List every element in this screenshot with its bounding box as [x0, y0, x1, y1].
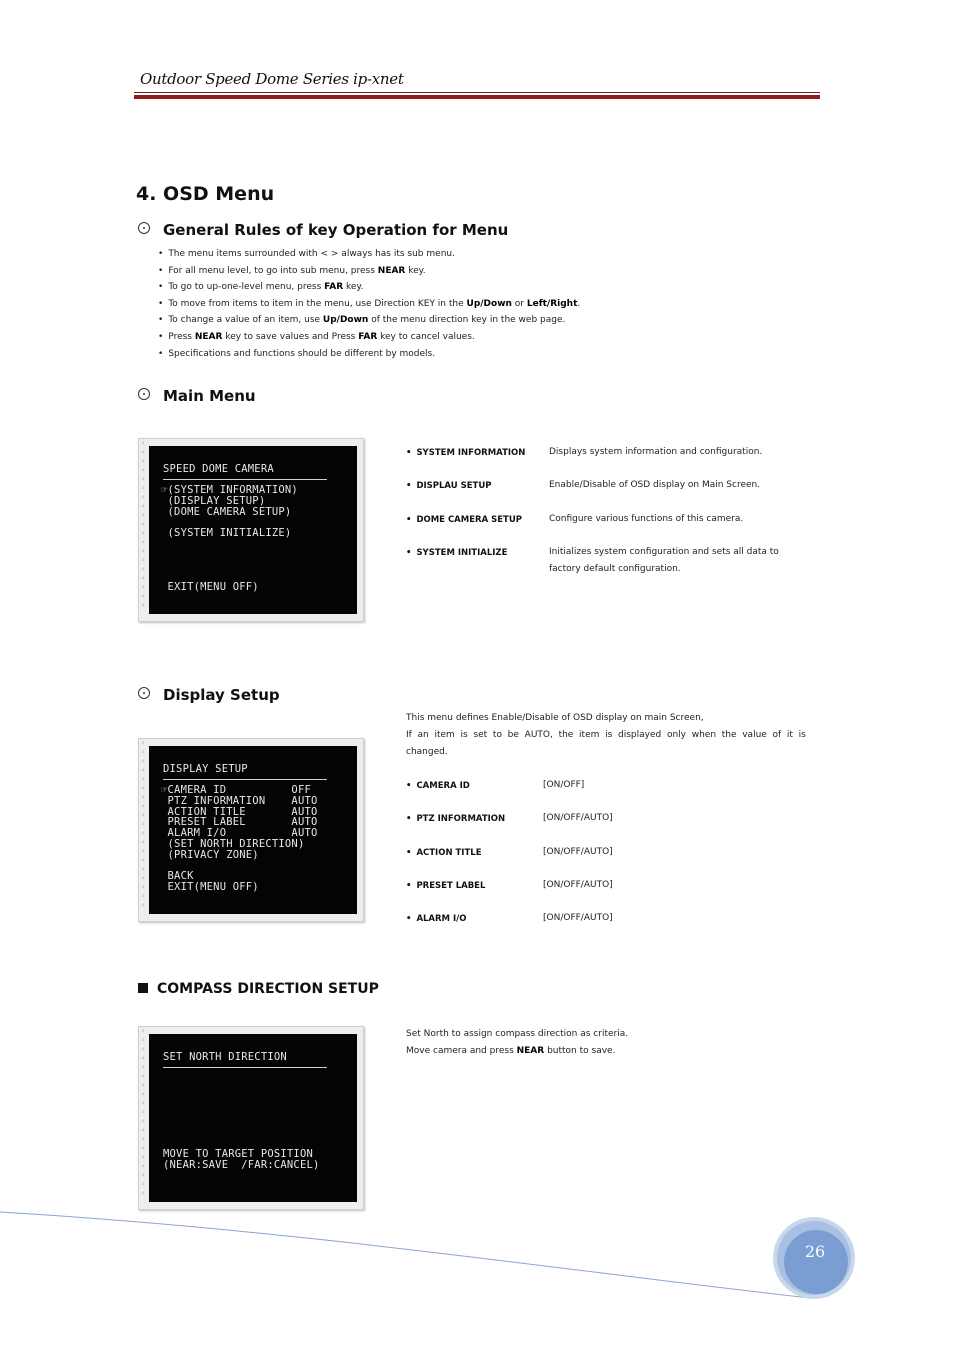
circle-bullet-icon [138, 222, 150, 234]
rule-item: • The menu items surrounded with < > always has its sub menu. [158, 246, 580, 263]
osd-line: (SET NORTH DIRECTION) [161, 838, 305, 850]
compass-line-2: Move camera and press NEAR button to save. [406, 1045, 616, 1056]
osd-line: MOVE TO TARGET POSITION [163, 1148, 313, 1160]
general-rules-heading: General Rules of key Operation for Menu [138, 221, 508, 239]
item-description: Enable/Disable of OSD display on Main Screen. [549, 480, 761, 491]
item-term: • PTZ INFORMATION [406, 814, 505, 824]
item-description: Displays system information and configuration. [549, 447, 763, 457]
rule-item: • For all menu level, to go into sub menu, press NEAR key. [158, 263, 580, 280]
osd-line: PTZ INFORMATION AUTO [161, 794, 318, 807]
item-description: [ON/OFF/AUTO] [543, 813, 613, 824]
screen-edge-decoration: ‹ ‹ ‹ ‹ ‹ ‹ ‹ ‹ ‹ ‹ ‹ ‹ ‹ ‹ ‹ ‹ ‹ ‹ ‹ [141, 739, 145, 909]
display-setup-intro [406, 710, 806, 760]
intro-line: changed. [406, 746, 448, 757]
item-description: [ON/OFF/AUTO] [543, 879, 613, 890]
rule-item: • To move from items to item in the menu, use Direction KEY in the Up/Down or Left/Right. [158, 296, 580, 313]
osd-line: ☞(SYSTEM INFORMATION) [161, 484, 298, 496]
display-setup-screen-image [138, 738, 364, 922]
item-term: • SYSTEM INITIALIZE [406, 548, 507, 558]
square-bullet-icon [138, 983, 148, 993]
header-rule [134, 95, 820, 99]
osd-line: PRESET LABEL AUTO [161, 816, 318, 829]
item-term: • ALARM I/O [406, 914, 466, 924]
item-description: Initializes system configuration and sets all data to factory default configuration. [549, 547, 779, 575]
screen-edge-decoration: ‹ ‹ ‹ ‹ ‹ ‹ ‹ ‹ ‹ ‹ ‹ ‹ ‹ ‹ ‹ ‹ ‹ ‹ ‹ [141, 1027, 145, 1197]
item-term: • SYSTEM INFORMATION [406, 448, 525, 458]
page-number: 26 [804, 1242, 826, 1261]
compass-screen-image [138, 1026, 364, 1210]
item-term: • DOME CAMERA SETUP [406, 515, 522, 525]
osd-line: ALARM I/O AUTO [161, 827, 318, 840]
osd-title: SPEED DOME CAMERA [163, 463, 274, 475]
display-setup-heading: Display Setup [138, 686, 280, 704]
main-menu-osd-screen [149, 446, 357, 614]
osd-line: (DOME CAMERA SETUP) [161, 505, 292, 518]
header-rule-thin [134, 92, 820, 93]
item-description: [ON/OFF/AUTO] [543, 846, 613, 857]
screen-edge-decoration: ‹ ‹ ‹ ‹ ‹ ‹ ‹ ‹ ‹ ‹ ‹ ‹ ‹ ‹ ‹ ‹ ‹ ‹ ‹ [141, 439, 145, 609]
circle-bullet-icon [138, 687, 150, 699]
item-description: [ON/OFF] [543, 780, 585, 790]
main-menu-screen-image [138, 438, 364, 622]
osd-line: (NEAR:SAVE /FAR:CANCEL) [163, 1159, 320, 1171]
osd-title-underline [163, 479, 327, 480]
osd-line: EXIT(MENU OFF) [161, 881, 259, 894]
osd-line: (DISPLAY SETUP) [161, 494, 266, 507]
osd-line: (PRIVACY ZONE) [161, 848, 259, 861]
rule-item: • To change a value of an item, use Up/Down of the menu direction key in the web page. [158, 312, 580, 329]
item-term: • ACTION TITLE [406, 848, 482, 858]
osd-title: SET NORTH DIRECTION [163, 1051, 287, 1063]
circle-bullet-icon [138, 388, 150, 400]
rule-item: • Specifications and functions should be different by models. [158, 346, 580, 363]
header-title: Outdoor Speed Dome Series ip-xnet [140, 70, 404, 88]
osd-line: (SYSTEM INITIALIZE) [161, 527, 292, 540]
osd-title-underline [163, 779, 327, 780]
item-term: • DISPLAU SETUP [406, 481, 491, 491]
osd-line: ACTION TITLE AUTO [161, 805, 318, 818]
osd-title: DISPLAY SETUP [163, 763, 248, 775]
general-rules-list [158, 246, 580, 362]
osd-title-underline [163, 1067, 327, 1068]
rule-item: • Press NEAR key to save values and Press FAR key to cancel values. [158, 329, 580, 346]
item-description: Configure various functions of this camera. [549, 513, 744, 524]
osd-line: EXIT(MENU OFF) [161, 581, 259, 594]
osd-line: ☞CAMERA ID OFF [161, 784, 311, 796]
osd-line: BACK [161, 870, 194, 883]
compass-osd-screen [149, 1034, 357, 1202]
compass-line-1: Set North to assign compass direction as criteria. [406, 1029, 629, 1039]
intro-line: If an item is set to be AUTO, the item is displayed only when the value of it is [406, 729, 806, 740]
display-setup-osd-screen [149, 746, 357, 914]
main-menu-heading: Main Menu [138, 387, 256, 405]
section-title: 4. OSD Menu [136, 183, 275, 205]
item-description: [ON/OFF/AUTO] [543, 913, 613, 924]
compass-heading: COMPASS DIRECTION SETUP [138, 981, 379, 997]
rule-item: • To go to up-one-level menu, press FAR key. [158, 279, 580, 296]
compass-description [406, 1026, 628, 1060]
intro-line: This menu defines Enable/Disable of OSD display on main Screen, [406, 713, 704, 723]
footer-decoration [0, 1200, 954, 1350]
item-term: • CAMERA ID [406, 781, 470, 791]
item-term: • PRESET LABEL [406, 881, 485, 891]
